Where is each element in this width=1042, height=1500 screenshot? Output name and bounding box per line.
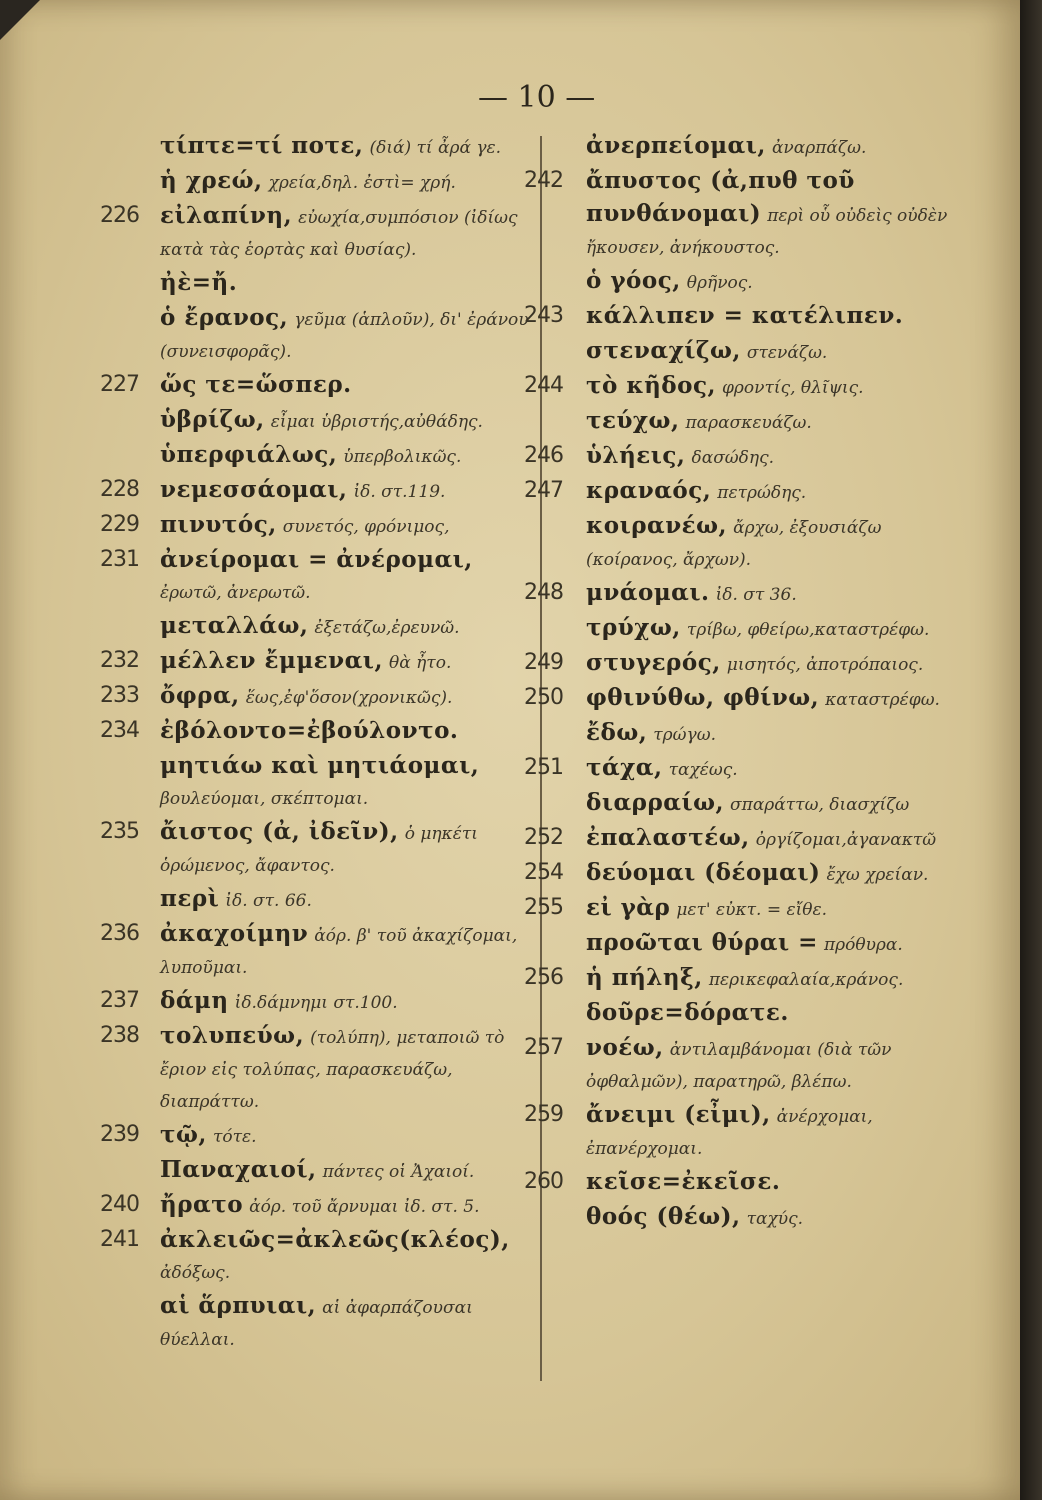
entry-text — [548, 997, 968, 1031]
glossary-entry — [548, 997, 968, 1031]
headword: θοός (θέω), — [586, 1203, 741, 1230]
headword: ἠὲ=ἤ. — [160, 269, 238, 296]
glossary-entry — [524, 475, 968, 509]
entry-text — [548, 510, 968, 576]
definition: αἱ ἀφαρπάζουσαι θύελλαι. — [160, 1298, 473, 1350]
verse-number: 236 — [100, 921, 139, 946]
verse-number: 244 — [524, 373, 563, 398]
definition: πάντες οἱ Ἀχαιοί. — [322, 1162, 475, 1182]
glossary-entry — [100, 1020, 540, 1118]
entry-text — [548, 440, 968, 474]
definition: πρόθυρα. — [823, 935, 903, 955]
verse-number: 256 — [524, 965, 563, 990]
definition: ὀργίζομαι,ἀγανακτῶ — [755, 830, 937, 850]
glossary-entry — [548, 405, 968, 439]
headword: ἡ πήληξ, — [586, 964, 703, 991]
headword: δοῦρε=δόρατε. — [586, 999, 789, 1026]
glossary-entry — [524, 440, 968, 474]
headword: ὁ γόος, — [586, 267, 681, 294]
verse-number: 238 — [100, 1023, 139, 1048]
definition: (διά) τί ἆρά γε. — [369, 138, 502, 158]
verse-number: 233 — [100, 683, 139, 708]
headword: ἀκαχοίμην — [160, 920, 309, 947]
headword: ὥς τε=ὥσπερ. — [160, 371, 352, 398]
entry-text — [548, 1201, 968, 1235]
glossary-entry — [548, 612, 968, 646]
entry-text — [100, 369, 540, 403]
headword: κεῖσε=ἐκεῖσε. — [586, 1168, 781, 1195]
verse-number: 229 — [100, 512, 139, 537]
glossary-entry — [100, 200, 540, 266]
glossary-entry — [524, 682, 968, 716]
definition: ἀδόξως. — [160, 1263, 231, 1283]
glossary-entry — [548, 510, 968, 576]
entry-text — [548, 962, 968, 996]
definition: μετ' εὐκτ. = εἴθε. — [676, 900, 828, 920]
headword: δάμη — [160, 987, 229, 1014]
headword: στυγερός, — [586, 649, 721, 676]
definition: ἰδ. στ.119. — [353, 482, 446, 502]
page-number: — 10 — — [478, 80, 596, 115]
headword: ἀνερπείομαι, — [586, 132, 766, 159]
verse-number: 260 — [524, 1169, 563, 1194]
entry-text — [100, 1189, 540, 1223]
glossary-entry — [100, 918, 540, 984]
glossary-entry — [100, 610, 540, 644]
entry-text — [100, 680, 540, 714]
book-edge — [1020, 0, 1042, 1500]
definition: μισητός, ἀποτρόπαιος. — [726, 655, 924, 675]
entry-text — [100, 474, 540, 508]
verse-number: 228 — [100, 477, 139, 502]
headword: Παναχαιοί, — [160, 1156, 317, 1183]
glossary-entry — [100, 715, 540, 749]
entry-text — [548, 130, 968, 164]
definition: ἰδ.δάμνημι στ.100. — [234, 993, 398, 1013]
glossary-entry — [100, 439, 540, 473]
headword: ὑλήεις, — [586, 442, 686, 469]
headword: τὸ κῆδος, — [586, 372, 716, 399]
glossary-entry — [100, 544, 540, 609]
headword: μνάομαι. — [586, 579, 710, 606]
headword: ὄφρα, — [160, 682, 240, 709]
definition: ἀόρ. τοῦ ἄρνυμαι ἰδ. στ. 5. — [249, 1197, 480, 1217]
glossary-entry — [548, 787, 968, 821]
entry-text — [548, 787, 968, 821]
definition: βουλεύομαι, σκέπτομαι. — [160, 789, 369, 809]
entry-text — [548, 1032, 968, 1098]
glossary-entry — [100, 750, 540, 815]
headword: πινυτός, — [160, 511, 277, 538]
headword: ἐπαλαστέω, — [586, 824, 750, 851]
glossary-entry — [100, 1189, 540, 1223]
definition: εὐωχία,συμπόσιον (ἰδίως κατὰ τὰς ἑορτὰς καὶ θυσίας). — [160, 208, 518, 260]
definition: τρίβω, φθείρω,καταστρέφω. — [686, 620, 930, 640]
definition: ἰδ. στ 36. — [715, 585, 797, 605]
verse-number: 247 — [524, 478, 563, 503]
headword: αἱ ἅρπυιαι, — [160, 1292, 317, 1319]
torn-corner — [0, 0, 40, 40]
entry-text — [548, 165, 968, 264]
entry-text — [548, 475, 968, 509]
definition: θρῆνος. — [686, 273, 753, 293]
headword: τεύχω, — [586, 407, 680, 434]
glossary-entry — [100, 645, 540, 679]
glossary-entry — [100, 816, 540, 882]
headword: ἄνειμι (εἶμι), — [586, 1101, 771, 1128]
definition: εἶμαι ὑβριστής,αὐθάδης. — [270, 412, 483, 432]
entry-text — [100, 645, 540, 679]
entry-text — [100, 1290, 540, 1356]
headword: μητιάω καὶ μητιάομαι, — [160, 752, 480, 779]
entry-text — [100, 1154, 540, 1188]
entry-text — [100, 404, 540, 438]
headword: ὑπερφιάλως, — [160, 441, 338, 468]
headword: εἰ γὰρ — [586, 894, 671, 921]
definition: ἰδ. στ. 66. — [225, 891, 312, 911]
entry-text — [100, 509, 540, 543]
headword: τάχα, — [586, 754, 663, 781]
entry-text — [100, 165, 540, 199]
definition: ἐξετάζω,ἐρευνῶ. — [314, 618, 460, 638]
glossary-entry — [100, 369, 540, 403]
glossary-entry — [524, 822, 968, 856]
definition: ὁ μηκέτι ὁρώμενος, ἄφαντος. — [160, 824, 478, 876]
verse-number: 227 — [100, 372, 139, 397]
headword: νοέω, — [586, 1034, 664, 1061]
headword: ἄπυστος (ἀ,πυθ τοῦ πυνθάνομαι) — [586, 167, 855, 227]
entry-text — [548, 822, 968, 856]
entry-text — [100, 130, 540, 164]
headword: μεταλλάω, — [160, 612, 309, 639]
headword: κάλλιπεν = κατέλιπεν. — [586, 302, 904, 329]
definition: ὑπερβολικῶς. — [343, 447, 462, 467]
entry-text — [100, 200, 540, 266]
right-column — [524, 130, 968, 1236]
verse-number: 232 — [100, 648, 139, 673]
definition: ταχέως. — [668, 760, 738, 780]
definition: περὶ οὗ οὐδεὶς οὐδὲν ἤκουσεν, ἀνήκουστος. — [586, 206, 948, 258]
entry-text — [548, 892, 968, 926]
headword: περὶ — [160, 885, 220, 912]
entry-text — [100, 267, 540, 301]
definition: φροντίς, θλῖψις. — [722, 378, 864, 398]
glossary-entry — [524, 752, 968, 786]
verse-number: 259 — [524, 1102, 563, 1127]
verse-number: 231 — [100, 547, 139, 572]
glossary-entry — [100, 985, 540, 1019]
headword: τολυπεύω, — [160, 1022, 305, 1049]
definition: καταστρέφω. — [825, 690, 940, 710]
headword: τῷ, — [160, 1121, 207, 1148]
glossary-entry — [524, 892, 968, 926]
glossary-entry — [548, 1201, 968, 1235]
definition: θὰ ἦτο. — [389, 653, 452, 673]
glossary-entry — [100, 474, 540, 508]
glossary-entry — [100, 509, 540, 543]
glossary-entry — [100, 1224, 540, 1289]
definition: συνετός, φρόνιμος, — [282, 517, 450, 537]
entry-text — [100, 544, 540, 609]
entry-text — [548, 752, 968, 786]
headword: δεύομαι (δέομαι) — [586, 859, 821, 886]
headword: κραναός, — [586, 477, 712, 504]
entry-text — [100, 610, 540, 644]
headword: στεναχίζω, — [586, 337, 741, 364]
headword: ἡ χρεώ, — [160, 167, 263, 194]
headword: ἀνείρομαι = ἀνέρομαι, — [160, 546, 473, 573]
entry-text — [548, 1166, 968, 1200]
definition: ἄρχω, ἐξουσιάζω (κοίρανος, ἄρχων). — [586, 518, 882, 570]
glossary-entry — [524, 857, 968, 891]
glossary-entry — [548, 335, 968, 369]
entry-text — [548, 647, 968, 681]
left-column — [100, 130, 540, 1357]
glossary-entry — [524, 647, 968, 681]
entry-text — [548, 370, 968, 404]
definition: τότε. — [212, 1127, 257, 1147]
verse-number: 240 — [100, 1192, 139, 1217]
headword: ἤρατο — [160, 1191, 244, 1218]
verse-number: 243 — [524, 303, 563, 328]
glossary-entry — [100, 165, 540, 199]
definition: τρώγω. — [653, 725, 716, 745]
glossary-entry — [100, 1119, 540, 1153]
headword: νεμεσσάομαι, — [160, 476, 348, 503]
headword: εἰλαπίνη, — [160, 202, 293, 229]
entry-text — [548, 335, 968, 369]
entry-text — [100, 1224, 540, 1289]
definition: ἔχω χρείαν. — [826, 865, 929, 885]
glossary-entry — [524, 962, 968, 996]
glossary-entry — [524, 165, 968, 264]
verse-number: 226 — [100, 203, 139, 228]
definition: δασώδης. — [691, 448, 775, 468]
verse-number: 255 — [524, 895, 563, 920]
headword: ὑβρίζω, — [160, 406, 265, 433]
headword: ἀκλειῶς=ἀκλεῶς(κλέος), — [160, 1226, 510, 1253]
entry-text — [100, 439, 540, 473]
glossary-entry — [524, 300, 968, 334]
verse-number: 250 — [524, 685, 563, 710]
verse-number: 248 — [524, 580, 563, 605]
entry-text — [548, 717, 968, 751]
entry-text — [548, 300, 968, 334]
glossary-entry — [100, 130, 540, 164]
entry-text — [100, 985, 540, 1019]
headword: κοιρανέω, — [586, 512, 728, 539]
definition: ἀνέρχομαι, ἐπανέρχομαι. — [586, 1107, 873, 1159]
glossary-entry — [548, 130, 968, 164]
glossary-entry — [524, 1166, 968, 1200]
glossary-entry — [548, 927, 968, 961]
definition: στενάζω. — [746, 343, 828, 363]
definition: ἀντιλαμβάνομαι (διὰ τῶν ὀφθαλμῶν), παρατηρῶ, βλέπω. — [586, 1040, 892, 1092]
verse-number: 234 — [100, 718, 139, 743]
headword: προῶται θύραι = — [586, 929, 818, 956]
entry-text — [100, 1020, 540, 1118]
entry-text — [100, 918, 540, 984]
verse-number: 241 — [100, 1227, 139, 1252]
verse-number: 237 — [100, 988, 139, 1013]
headword: ὁ ἔρανος, — [160, 304, 289, 331]
entry-text — [100, 302, 540, 368]
glossary-entry — [524, 1032, 968, 1098]
entry-text — [548, 1099, 968, 1165]
verse-number: 242 — [524, 168, 563, 193]
definition: ἀναρπάζω. — [771, 138, 867, 158]
definition: ἕως,ἐφ'ὅσον(χρονικῶς). — [245, 688, 453, 708]
verse-number: 249 — [524, 650, 563, 675]
headword: διαρραίω, — [586, 789, 724, 816]
definition: ἐρωτῶ, ἀνερωτῶ. — [160, 583, 311, 603]
entry-text — [548, 927, 968, 961]
headword: ἐβόλοντο=ἐβούλοντο. — [160, 717, 459, 744]
entry-text — [100, 816, 540, 882]
definition: (τολύπη), μεταποιῶ τὸ ἔριον εἰς τολύπας, παρασκευάζω, διαπράττω. — [160, 1028, 505, 1112]
entry-text — [100, 750, 540, 815]
glossary-entry — [100, 1154, 540, 1188]
verse-number: 239 — [100, 1122, 139, 1147]
entry-text — [100, 1119, 540, 1153]
glossary-entry — [524, 1099, 968, 1165]
entry-text — [548, 265, 968, 299]
entry-text — [100, 715, 540, 749]
glossary-entry — [100, 404, 540, 438]
definition: σπαράττω, διασχίζω — [730, 795, 910, 815]
verse-number: 235 — [100, 819, 139, 844]
glossary-entry — [100, 267, 540, 301]
headword: μέλλεν ἔμμεναι, — [160, 647, 383, 674]
glossary-entry — [100, 883, 540, 917]
headword: ἔδω, — [586, 719, 648, 746]
definition: πετρώδης. — [717, 483, 807, 503]
definition: γεῦμα (ἁπλοῦν), δι' ἐράνου (συνεισφορᾶς). — [160, 310, 529, 362]
headword: τίπτε=τί ποτε, — [160, 132, 364, 159]
definition: παρασκευάζω. — [685, 413, 812, 433]
verse-number: 254 — [524, 860, 563, 885]
definition: περικεφαλαία,κράνος. — [708, 970, 904, 990]
glossary-entry — [100, 302, 540, 368]
verse-number: 257 — [524, 1035, 563, 1060]
glossary-entry — [548, 265, 968, 299]
verse-number: 251 — [524, 755, 563, 780]
verse-number: 246 — [524, 443, 563, 468]
glossary-entry — [100, 680, 540, 714]
definition: ταχύς. — [746, 1209, 804, 1229]
entry-text — [548, 857, 968, 891]
headword: φθινύθω, φθίνω, — [586, 684, 820, 711]
glossary-entry — [548, 717, 968, 751]
headword: τρύχω, — [586, 614, 681, 641]
entry-text — [548, 405, 968, 439]
glossary-entry — [524, 370, 968, 404]
definition: χρεία,δηλ. ἐστὶ= χρή. — [268, 173, 456, 193]
glossary-entry — [100, 1290, 540, 1356]
glossary-entry — [524, 577, 968, 611]
entry-text — [548, 682, 968, 716]
verse-number: 252 — [524, 825, 563, 850]
entry-text — [548, 577, 968, 611]
headword: ἄιστος (ἀ, ἰδεῖν), — [160, 818, 399, 845]
entry-text — [100, 883, 540, 917]
entry-text — [548, 612, 968, 646]
definition: ἀόρ. β' τοῦ ἀκαχίζομαι, λυποῦμαι. — [160, 926, 518, 978]
